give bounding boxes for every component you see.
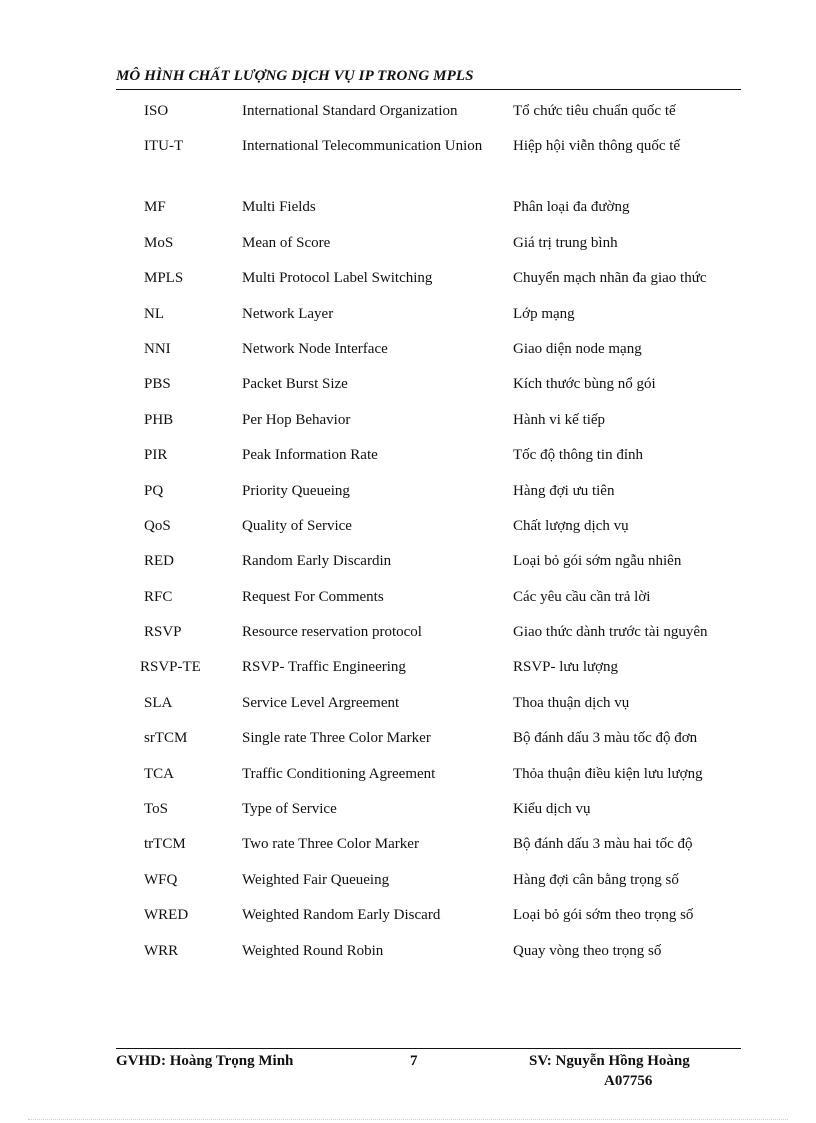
abbreviation-cell: WRR <box>144 942 179 959</box>
table-row <box>0 195 816 230</box>
abbreviation-cell: RSVP <box>144 624 182 641</box>
running-header-title: MÔ HÌNH CHẤT LƯỢNG DỊCH VỤ IP TRONG MPLS <box>116 68 474 84</box>
vietnamese-term-cell: RSVP- lưu lượng <box>513 659 619 676</box>
english-term-cell: Random Early Discardin <box>242 553 392 570</box>
vietnamese-term-cell: Lớp mạng <box>513 305 575 322</box>
table-row <box>0 832 816 867</box>
table-row <box>0 372 816 407</box>
vietnamese-term-cell: Bộ đánh dấu 3 màu hai tốc độ <box>513 836 693 853</box>
vietnamese-term-cell: Bộ đánh dấu 3 màu tốc độ đơn <box>513 730 698 747</box>
abbreviation-cell: MF <box>144 199 166 216</box>
vietnamese-term-cell: Giao thức dành trước tài nguyên <box>513 624 708 641</box>
abbreviation-cell: trTCM <box>144 836 186 853</box>
english-term-cell: Multi Protocol Label Switching <box>242 270 433 287</box>
vietnamese-term-cell: Giao diện node mạng <box>513 340 642 357</box>
table-row <box>0 903 816 938</box>
english-term-cell: International Telecommunication Union <box>242 138 483 155</box>
vietnamese-term-cell: Hành vi kế tiếp <box>513 411 606 428</box>
english-term-cell: Network Layer <box>242 305 334 322</box>
table-row <box>0 337 816 372</box>
footer-page-number: 7 <box>410 1053 418 1069</box>
table-row <box>0 479 816 514</box>
table-row <box>0 99 816 134</box>
table-row <box>0 797 816 832</box>
table-row <box>0 655 816 690</box>
english-term-cell: RSVP- Traffic Engineering <box>242 659 406 676</box>
english-term-cell: Network Node Interface <box>242 340 388 357</box>
abbreviation-cell: PQ <box>144 482 164 499</box>
english-term-cell: Type of Service <box>242 801 337 818</box>
abbreviation-cell: ToS <box>144 801 168 818</box>
vietnamese-term-cell: Thỏa thuận điều kiện lưu lượng <box>513 765 703 782</box>
footer-student-id: A07756 <box>604 1073 653 1089</box>
vietnamese-term-cell: Chuyển mạch nhãn đa giao thức <box>513 270 707 287</box>
abbreviation-cell: ISO <box>144 103 169 119</box>
english-term-cell: Quality of Service <box>242 517 352 534</box>
abbreviation-cell: NNI <box>144 340 171 357</box>
vietnamese-term-cell: Kiểu dịch vụ <box>513 801 591 818</box>
english-term-cell: Weighted Round Robin <box>242 942 384 959</box>
table-row <box>0 939 816 974</box>
vietnamese-term-cell: Kích thước bùng nổ gói <box>513 376 656 393</box>
abbreviation-cell: PBS <box>144 376 171 393</box>
english-term-cell: Weighted Fair Queueing <box>242 871 390 888</box>
vietnamese-term-cell: Hiệp hội viễn thông quốc tế <box>513 138 681 155</box>
table-row <box>0 302 816 337</box>
table-row <box>0 585 816 620</box>
abbreviation-table <box>0 99 816 974</box>
footer-student: SV: Nguyễn Hồng Hoàng <box>529 1053 690 1069</box>
abbreviation-cell: RSVP-TE <box>140 659 201 676</box>
table-row <box>0 266 816 301</box>
abbreviation-cell: srTCM <box>144 730 188 747</box>
vietnamese-term-cell: Quay vòng theo trọng số <box>513 942 662 959</box>
vietnamese-term-cell: Phân loại đa đường <box>513 199 630 216</box>
vietnamese-term-cell: Hàng đợi cân bằng trọng số <box>513 871 679 888</box>
english-term-cell: Per Hop Behavior <box>242 411 351 428</box>
table-row <box>0 726 816 761</box>
english-term-cell: Mean of Score <box>242 234 331 251</box>
vietnamese-term-cell: Chất lượng dịch vụ <box>513 517 629 534</box>
abbreviation-cell: PHB <box>144 411 174 428</box>
abbreviation-cell: QoS <box>144 517 171 534</box>
english-term-cell: Service Level Argreement <box>242 694 400 711</box>
abbreviation-cell: MoS <box>144 234 174 251</box>
vietnamese-term-cell: Tốc độ thông tin đỉnh <box>513 447 643 464</box>
abbreviation-cell: WRED <box>144 907 189 924</box>
english-term-cell: Two rate Three Color Marker <box>242 836 419 853</box>
vietnamese-term-cell: Hàng đợi ưu tiên <box>513 482 615 499</box>
english-term-cell: Request For Comments <box>242 588 384 605</box>
english-term-cell: Single rate Three Color Marker <box>242 730 431 747</box>
abbreviation-cell: PIR <box>144 447 168 464</box>
vietnamese-term-cell: Tổ chức tiêu chuẩn quốc tế <box>513 103 676 119</box>
abbreviation-cell: TCA <box>144 765 174 782</box>
english-term-cell: Weighted Random Early Discard <box>242 907 441 924</box>
vietnamese-term-cell: Loại bỏ gói sớm ngẫu nhiên <box>513 553 682 570</box>
english-term-cell: International Standard Organization <box>242 103 458 119</box>
table-row <box>0 408 816 443</box>
table-row <box>0 762 816 797</box>
english-term-cell: Multi Fields <box>242 199 316 216</box>
english-term-cell: Traffic Conditioning Agreement <box>242 765 436 782</box>
abbreviation-cell: RED <box>144 553 174 570</box>
page-bottom-dotted-line <box>28 1119 788 1120</box>
abbreviation-cell: MPLS <box>144 270 184 287</box>
table-row <box>0 691 816 726</box>
table-row <box>0 868 816 903</box>
abbreviation-cell: RFC <box>144 588 173 605</box>
table-row <box>0 514 816 549</box>
abbreviation-cell: WFQ <box>144 871 178 888</box>
vietnamese-term-cell: Loại bỏ gói sớm theo trọng số <box>513 907 694 924</box>
abbreviation-cell: SLA <box>144 694 173 711</box>
table-row <box>0 134 816 195</box>
table-row <box>0 443 816 478</box>
english-term-cell: Resource reservation protocol <box>242 624 422 641</box>
abbreviation-cell: ITU-T <box>144 138 184 155</box>
english-term-cell: Priority Queueing <box>242 482 350 499</box>
table-row <box>0 549 816 584</box>
english-term-cell: Peak Information Rate <box>242 447 378 464</box>
vietnamese-term-cell: Giá trị trung bình <box>513 234 618 251</box>
table-row <box>0 231 816 266</box>
table-row <box>0 620 816 655</box>
abbreviation-cell: NL <box>144 305 164 322</box>
footer-rule <box>116 1048 741 1049</box>
vietnamese-term-cell: Các yêu cầu cần trả lời <box>513 588 651 605</box>
footer-advisor: GVHD: Hoàng Trọng Minh <box>116 1053 294 1069</box>
english-term-cell: Packet Burst Size <box>242 376 348 393</box>
header-rule <box>116 89 741 90</box>
vietnamese-term-cell: Thoa thuận dịch vụ <box>513 694 630 711</box>
